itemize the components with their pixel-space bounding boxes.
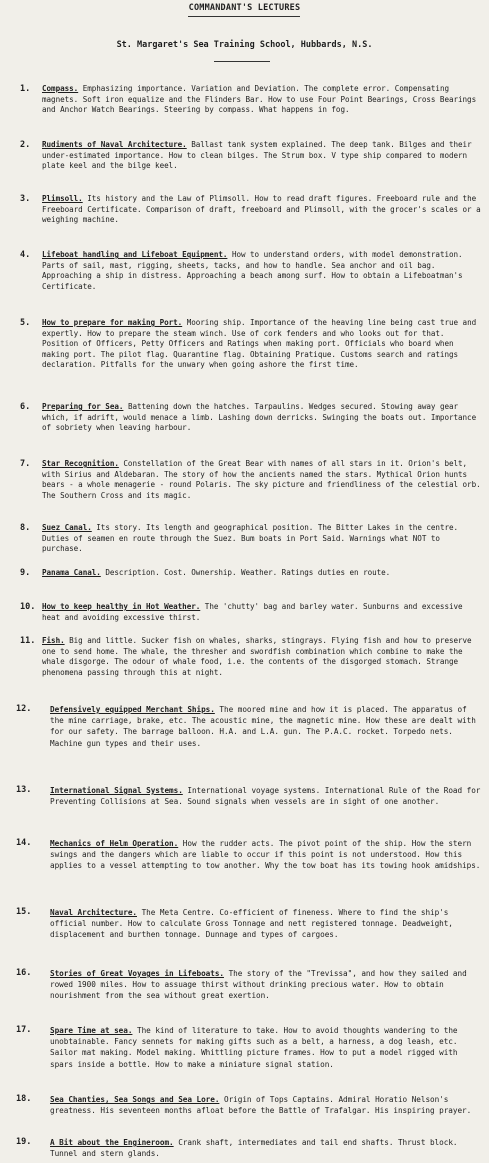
lecture-heading: Star Recognition. xyxy=(42,459,119,468)
lecture-heading: Plimsoll. xyxy=(42,194,83,203)
lecture-number: 10. xyxy=(20,602,36,612)
lecture-body xyxy=(42,459,483,501)
lecture-number: 15. xyxy=(16,907,32,917)
lecture-number: 4. xyxy=(20,250,31,260)
lecture-text: The moored mine and how it is placed. The apparatus of the mine carriage, brake, etc. The acoustic mine, the magnetic mine. How these are dealt with for our safety. The barrage balloon. H.A. and L.A. gun. The P.A.C. rocket. Torpedo nets. Machine gun types and their uses. xyxy=(50,705,476,748)
lecture-body xyxy=(50,1025,483,1070)
lecture-body xyxy=(42,84,483,116)
lecture-body xyxy=(50,838,483,872)
lecture-heading: Preparing for Sea. xyxy=(42,402,124,411)
lecture-number: 13. xyxy=(16,785,32,795)
lecture-text: Origin of Tops Captains. Admiral Horatio Nelson's greatness. His seventeen months afloat before the Battle of Trafalgar. His inspiring prayer. xyxy=(50,1095,472,1116)
lecture-text: The 'chutty' bag and barley water. Sunburns and excessive heat and avoiding excessive thirst. xyxy=(42,602,463,622)
lecture-heading: Fish. xyxy=(42,636,65,645)
lecture-number: 17. xyxy=(16,1025,32,1035)
lecture-body xyxy=(50,785,483,807)
lecture-text: Its story. Its length and geographical position. The Bitter Lakes in the centre. Duties of seamen en route through the Suez. Bum boats in Port Said. Warnings what NOT to purchase. xyxy=(42,523,459,554)
lecture-heading: How to keep healthy in Hot Weather. xyxy=(42,602,201,611)
lecture-text: Big and little. Sucker fish on whales, sharks, stingrays. Flying fish and how to preserve one to send home. The whale, the thresher and swordfish combination which combine to make the whale disgorge. The odour of whale food, i.e. the contents of the disgorged stomach. Strange phenomena passing through this at night. xyxy=(42,636,472,677)
lecture-heading: How to prepare for making Port. xyxy=(42,318,183,327)
lecture-body xyxy=(42,318,483,371)
lecture-body xyxy=(42,140,483,172)
lecture-body xyxy=(42,636,483,678)
lecture-text: Description. Cost. Ownership. Weather. Ratings duties en route. xyxy=(105,568,391,577)
lecture-text: How the rudder acts. The pivot point of the ship. How the stern swings and the dangers which are liable to occur if this point is not understood. How this applies to a vessel attempting to tow another. Why the tow boat has its towing hook amidships. xyxy=(50,839,481,871)
lecture-heading: Rudiments of Naval Architecture. xyxy=(42,140,187,149)
lecture-heading: Compass. xyxy=(42,84,79,93)
lecture-number: 2. xyxy=(20,140,31,150)
lecture-number: 3. xyxy=(20,194,31,204)
lecture-body xyxy=(50,1137,483,1159)
lecture-heading: International Signal Systems. xyxy=(50,786,183,795)
document-subtitle: St. Margaret's Sea Training School, Hubbards, N.S. xyxy=(116,40,373,50)
lecture-number: 14. xyxy=(16,838,32,848)
lecture-body xyxy=(42,250,483,292)
lecture-text: The story of the "Trevissa", and how they sailed and rowed 1900 miles. How to assuage thirst without drinking precious water. How to obtain nourishment from the sea without great exertion. xyxy=(50,969,467,1001)
lecture-heading: Panama Canal. xyxy=(42,568,101,577)
lecture-heading: Lifeboat handling and Lifeboat Equipment. xyxy=(42,250,228,259)
lecture-text: International voyage systems. International Rule of the Road for Preventing Collisions at Sea. Sound signals when vessels are in sight of one another. xyxy=(50,786,481,807)
lecture-body xyxy=(42,568,483,579)
subtitle-divider xyxy=(214,61,270,62)
lecture-body xyxy=(42,194,483,226)
lecture-heading: Suez Canal. xyxy=(42,523,92,532)
lecture-text: Mooring ship. Importance of the heaving line being cast true and expertly. How to prepare the steam winch. Use of cork fenders and who looks out for that. Position of Officers, Petty Officers and Ratings when making port. Officials who board when making port. The pilot flag. Quarantine flag. Obtaining Pratique. Customs search and ratings declaration. Pitfalls for the unwary when going ashore the first time. xyxy=(42,318,477,370)
lecture-text: Ballast tank system explained. The deep tank. Bilges and their under-estimated importance. How to clean bilges. The Strum box. V type ship compared to modern plate keel and the bilge keel. xyxy=(42,140,472,171)
lecture-heading: Stories of Great Voyages in Lifeboats. xyxy=(50,969,224,978)
lecture-text: Its history and the Law of Plimsoll. How to read draft figures. Freeboard rule and the Freeboard Certificate. Comparison of draft, freeboard and Plimsoll, with the grocer's scales or a weighing machine. xyxy=(42,194,481,225)
lecture-text: Battening down the hatches. Tarpaulins. Wedges secured. Stowing away gear which, if adrift, would menace a limb. Lashing down derricks. Swinging the boats out. Importance of sobriety when leaving harbour. xyxy=(42,402,477,433)
document-title: COMMANDANT'S LECTURES xyxy=(188,3,301,13)
lecture-heading: Spare Time at sea. xyxy=(50,1026,133,1035)
lecture-number: 8. xyxy=(20,523,31,533)
lecture-text: The kind of literature to take. How to avoid thoughts wandering to the unobtainable. Fancy sennets for making gifts such as a belt, a harness, a dog leash, etc. Sailor mat making. Model making. Whittling picture frames. How to put a model rigged with spars inside a bottle. How to make a miniature signal station. xyxy=(50,1026,458,1069)
lecture-number: 16. xyxy=(16,968,32,978)
lecture-number: 11. xyxy=(20,636,36,646)
lecture-text: Constellation of the Great Bear with names of all stars in it. Orion's belt, with Sirius and Aldebaran. The story of how the ancients named the stars. Mythical Orion hunts bears - a whole menagerie - round Polaris. The sky picture and friendliness of the celestial orb. The Southern Cross and its magic. xyxy=(42,459,481,500)
lecture-number: 18. xyxy=(16,1094,32,1104)
lecture-heading: Defensively equipped Merchant Ships. xyxy=(50,705,215,714)
lecture-body xyxy=(42,402,483,434)
lecture-number: 5. xyxy=(20,318,31,328)
title-underline xyxy=(188,16,300,17)
lecture-body xyxy=(50,1094,483,1116)
lecture-body xyxy=(50,968,483,1002)
lecture-number: 9. xyxy=(20,568,31,578)
lecture-number: 7. xyxy=(20,459,31,469)
lecture-text: The Meta Centre. Co-efficient of fineness. Where to find the ship's official number. How to calculate Gross Tonnage and nett registered tonnage. Deadweight, displacement and burthen tonnage. Dunnage and types of cargoes. xyxy=(50,908,453,940)
lecture-number: 1. xyxy=(20,84,31,94)
lecture-text: Crank shaft, intermediates and tail end shafts. Thrust block. Tunnel and stern glands. xyxy=(50,1138,458,1159)
lecture-body xyxy=(50,704,483,749)
lecture-heading: Naval Architecture. xyxy=(50,908,137,917)
lecture-heading: Mechanics of Helm Operation. xyxy=(50,839,179,848)
lecture-text: Emphasizing importance. Variation and Deviation. The complete error. Compensating magnets. Soft iron equalize and the Flinders Bar. How to use Four Point Bearings, Cross Bearings and Anchor Watch Bearings. Steering by compass. What happens in fog. xyxy=(42,84,477,115)
lecture-heading: A Bit about the Engineroom. xyxy=(50,1138,174,1147)
lecture-number: 19. xyxy=(16,1137,32,1147)
lecture-number: 6. xyxy=(20,402,31,412)
lecture-body xyxy=(42,523,483,555)
lecture-body xyxy=(50,907,483,941)
lecture-heading: Sea Chanties, Sea Songs and Sea Lore. xyxy=(50,1095,220,1104)
lecture-body xyxy=(42,602,483,623)
lecture-text: How to understand orders, with model demonstration. Parts of sail, mast, rigging, sheets, tacks, and how to handle. Sea anchor and oil bag. Approaching a ship in distress. Approaching a beach among surf. How to obtain a Lifeboatman's Certificate. xyxy=(42,250,463,291)
lecture-number: 12. xyxy=(16,704,32,714)
